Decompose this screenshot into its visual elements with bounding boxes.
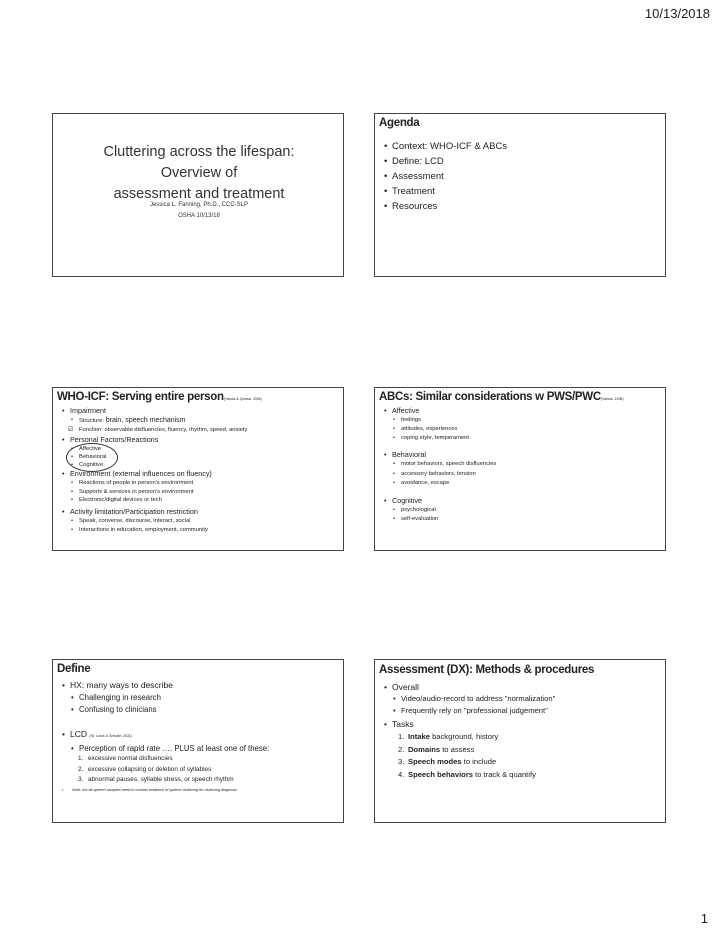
- list-item: • Personal Factors/Reactions: [62, 435, 247, 445]
- slide-heading-text: Define: [57, 663, 91, 675]
- list-item: • Treatment: [384, 184, 507, 199]
- list-item: • Electronic/digital devices or tech: [62, 496, 247, 505]
- list-item: • Impairment: [62, 406, 247, 416]
- highlight-circle: [66, 443, 118, 472]
- list-item: • Cognitive: [62, 461, 247, 469]
- task-keyword: Speech modes: [408, 757, 462, 766]
- task-detail: to track & quantify: [473, 769, 536, 779]
- numbered-item: 3. Speech modes to include: [398, 757, 497, 766]
- presentation-title: [53, 142, 345, 205]
- criterion: excessive normal disfluencies: [88, 755, 173, 762]
- slide-heading: [379, 391, 624, 403]
- list-item: • Affective: [384, 406, 496, 416]
- list-item: • Define: LCD: [384, 154, 507, 169]
- assessment-list: [384, 681, 555, 781]
- citation: (Yaruss & Quesal, 2004): [223, 397, 262, 401]
- note: • Note: not all speech samples need to contain evidence of speech cluttering for cluttering diagnosis: [62, 786, 269, 794]
- list-item: • Overall: [384, 681, 555, 693]
- slide-agenda: [374, 113, 666, 277]
- list-item: • Speak, converse, discourse, interact, social: [62, 517, 247, 526]
- numbered-item: 1. excessive normal disfluencies: [78, 755, 173, 762]
- title-line: Cluttering across the lifespan:: [103, 144, 295, 160]
- list-item: • accessory behaviors, tension: [384, 470, 496, 480]
- page-number: 1: [700, 911, 708, 926]
- slide-abcs: [374, 387, 666, 551]
- numbered-item: 2. excessive collapsing or deletion of syllables: [78, 765, 212, 773]
- list-item: • Frequently rely on "professional judgement": [384, 705, 555, 717]
- numbered-item: 1. Intake background, history: [398, 732, 499, 741]
- citation: (Yaruss, 1998): [600, 397, 624, 401]
- criterion: abnormal pauses, syllable stress, or speech rhythm: [88, 776, 234, 783]
- task-detail: to assess: [440, 744, 475, 754]
- criterion: excessive collapsing or deletion of syllables: [88, 765, 212, 773]
- list-item: • attitudes, experiences: [384, 425, 496, 434]
- numbered-item: 3. abnormal pauses, syllable stress, or speech rhythm: [78, 776, 234, 783]
- list-item: • Perception of rapid rate …. PLUS at least one of these:: [62, 743, 269, 754]
- list-item: • Behavioral: [62, 453, 247, 461]
- list-item: • Environment (external influences on fluency): [62, 469, 247, 479]
- list-item: • Assessment: [384, 169, 507, 184]
- slide-heading: [57, 663, 90, 675]
- term: LCD: [70, 729, 88, 739]
- presentation-byline: [53, 200, 345, 222]
- page-date: 10/13/2018: [644, 6, 710, 21]
- list-item: • Confusing to clinicians: [62, 704, 269, 716]
- task-keyword: Speech behaviors: [408, 769, 473, 779]
- task-detail: background, history: [429, 732, 499, 741]
- agenda-list: [384, 139, 507, 214]
- slide-who-icf: [52, 387, 344, 551]
- list-item: • Cognitive: [384, 496, 496, 506]
- list-item: • Challenging in research: [62, 692, 269, 704]
- numbered-item: 2. Domains to assess: [398, 744, 475, 754]
- event-name: OSHA 10/13/18: [178, 213, 220, 219]
- list-item: [62, 416, 247, 426]
- slide-define: [52, 659, 344, 823]
- define-list: [62, 679, 269, 794]
- list-item: • psychological: [384, 506, 496, 516]
- citation: (St. Louis & Schulte, 2011): [89, 734, 132, 738]
- list-item: ☑ Function: observable disfluencies, fluency, rhythm, speed, anxiety: [62, 426, 247, 435]
- list-item: • Interactions in education, employment, community: [62, 526, 247, 535]
- list-item: • HX: many ways to describe: [62, 679, 269, 692]
- slide-assessment: [374, 659, 666, 823]
- list-item: • feelings: [384, 416, 496, 425]
- slide-heading-text: WHO-ICF: Serving entire person: [57, 391, 224, 403]
- slide-heading-text: ABCs: Similar considerations w PWS/PWC: [379, 391, 601, 403]
- list-item: • Resources: [384, 199, 507, 214]
- list-item: • Supports & services in person's environment: [62, 488, 247, 497]
- slide-heading-text: Agenda: [379, 117, 420, 129]
- list-item: • motor behaviors, speech disfluencies: [384, 460, 496, 470]
- abc-list: [384, 406, 496, 525]
- list-item: • Reactions of people in person's environment: [62, 479, 247, 488]
- list-item: • Behavioral: [384, 450, 496, 460]
- list-item: • Activity limitation/Participation restriction: [62, 506, 247, 517]
- slide-heading-text: Assessment (DX): Methods & procedures: [379, 664, 595, 676]
- task-keyword: Domains: [408, 744, 441, 754]
- author-name: Jessica L. Fanning, Ph.D., CCC-SLP: [149, 202, 249, 208]
- slide-heading: [57, 391, 262, 403]
- numbered-item: 4. Speech behaviors to track & quantify: [398, 769, 536, 779]
- title-line: Overview of: [160, 165, 238, 181]
- task-keyword: Intake: [408, 732, 430, 741]
- list-item: • coping style, temperament: [384, 434, 496, 443]
- slide-title-card: [52, 113, 344, 277]
- title-line: assessment and treatment: [113, 186, 285, 202]
- list-item: • self-evaluation: [384, 515, 496, 525]
- list-item: • Tasks: [384, 717, 555, 731]
- slide-heading: [379, 117, 419, 129]
- label: Structure:: [79, 418, 106, 424]
- list-item: • Context: WHO-ICF & ABCs: [384, 139, 507, 154]
- list-item: [62, 728, 269, 743]
- task-detail: to include: [461, 757, 497, 766]
- list-item: • Affective: [62, 445, 247, 453]
- list-item: • Video/audio-record to address "normalization": [384, 693, 555, 705]
- slide-heading: [379, 664, 594, 676]
- list-item: • avoidance, escape: [384, 479, 496, 489]
- value: brain, speech mechanism: [105, 417, 186, 424]
